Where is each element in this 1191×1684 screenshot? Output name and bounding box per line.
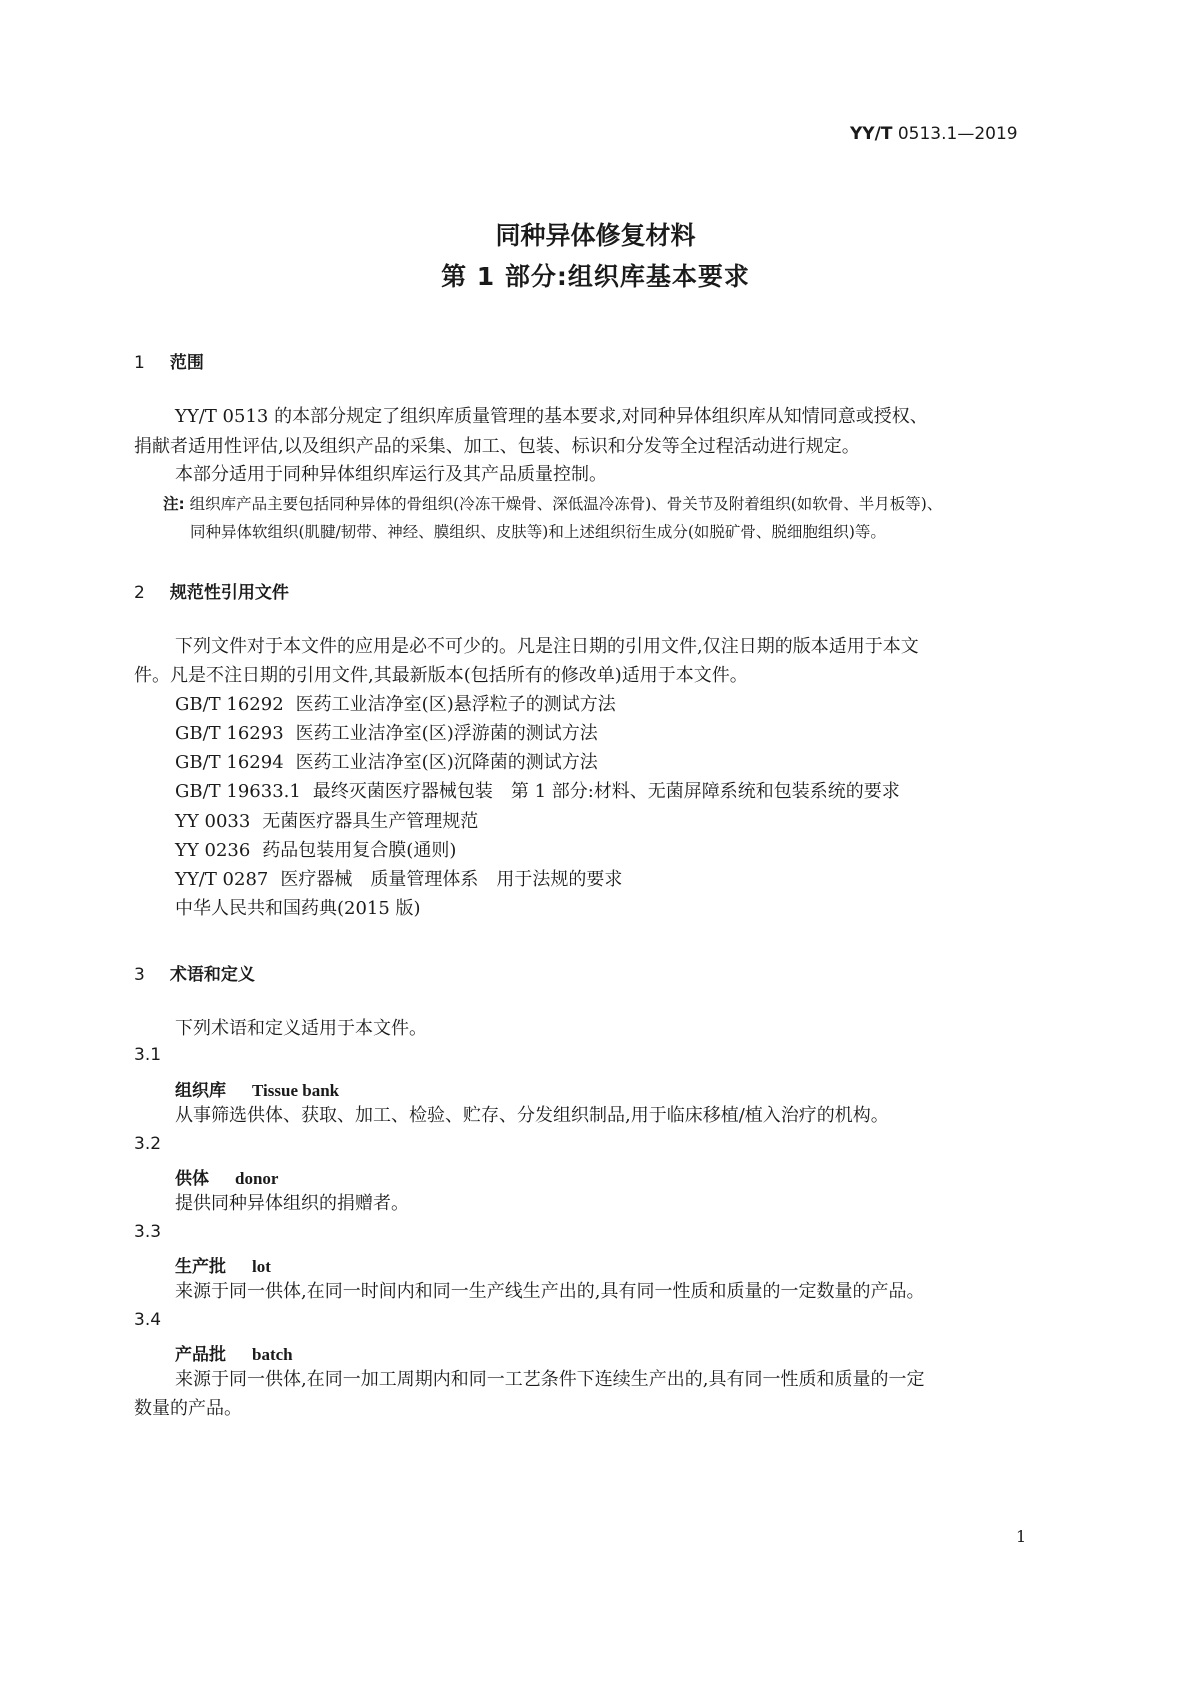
note-label: 注: — [163, 495, 185, 513]
section-number: 2 — [134, 583, 145, 603]
section-1-note-line2: 同种异体软组织(肌腱/韧带、神经、膜组织、皮肤等)和上述组织衍生成分(如脱矿骨、脱细胞组织)等。 — [190, 523, 886, 541]
reference-item — [175, 777, 900, 807]
section-3-heading — [134, 960, 255, 985]
term-number: 3.2 — [134, 1134, 162, 1154]
section-1-para1-line2: 捐献者适用性评估,以及组织产品的采集、加工、包装、标识和分发等全过程活动进行规定。 — [134, 436, 860, 457]
standard-code-prefix: YY/T — [850, 124, 893, 144]
section-1-para2: 本部分适用于同种异体组织库运行及其产品质量控制。 — [175, 464, 607, 485]
reference-title: 医药工业洁净室(区)沉降菌的测试方法 — [295, 752, 598, 773]
term-zh: 供体 — [175, 1169, 209, 1189]
reference-title: 无菌医疗器具生产管理规范 — [262, 811, 479, 832]
reference-title: 医药工业洁净室(区)浮游菌的测试方法 — [295, 723, 598, 744]
section-3-intro: 下列术语和定义适用于本文件。 — [175, 1018, 427, 1039]
term-definition-line2: 数量的产品。 — [134, 1398, 242, 1419]
reference-item — [175, 807, 478, 837]
term-zh: 生产批 — [175, 1257, 226, 1277]
reference-code: YY 0236 — [175, 840, 251, 861]
term-number: 3.4 — [134, 1310, 162, 1330]
term-number: 3.3 — [134, 1222, 162, 1242]
standard-code-number: 0513.1—2019 — [897, 124, 1018, 144]
standard-code — [850, 124, 1018, 144]
term-definition: 来源于同一供体,在同一时间内和同一生产线生产出的,具有同一性质和质量的一定数量的产品。 — [175, 1281, 925, 1302]
term-en: Tissue bank — [252, 1081, 340, 1100]
reference-title: 最终灭菌医疗器械包装 第 1 部分:材料、无菌屏障系统和包装系统的要求 — [312, 781, 900, 802]
term-en: lot — [252, 1257, 271, 1276]
term-definition: 从事筛选供体、获取、加工、检验、贮存、分发组织制品,用于临床移植/植入治疗的机构。 — [175, 1105, 889, 1126]
section-1-para1-line1: YY/T 0513 的本部分规定了组织库质量管理的基本要求,对同种异体组织库从知情同意或授权、 — [175, 406, 928, 427]
term-heading — [175, 1252, 271, 1277]
section-2-heading — [134, 578, 289, 603]
reference-item — [175, 748, 598, 778]
reference-code: GB/T 19633.1 — [175, 781, 301, 802]
reference-code: GB/T 16293 — [175, 723, 284, 744]
note-text: 组织库产品主要包括同种异体的骨组织(冷冻干燥骨、深低温冷冻骨)、骨关节及附着组织(如软骨、半月板等)、 — [189, 495, 943, 513]
term-definition: 提供同种异体组织的捐赠者。 — [175, 1193, 409, 1214]
section-1-note-line1 — [163, 492, 942, 514]
page-number: 1 — [1016, 1527, 1027, 1546]
reference-item — [175, 719, 598, 749]
term-zh: 产品批 — [175, 1345, 226, 1365]
section-1-heading — [134, 348, 204, 373]
term-en: batch — [252, 1345, 293, 1364]
term-number: 3.1 — [134, 1045, 162, 1065]
term-en: donor — [235, 1169, 279, 1188]
reference-item — [175, 836, 456, 866]
section-title: 术语和定义 — [169, 965, 255, 985]
term-heading — [175, 1076, 339, 1101]
reference-item — [175, 690, 616, 720]
reference-code: GB/T 16294 — [175, 752, 284, 773]
reference-code: YY 0033 — [175, 811, 251, 832]
section-2-intro-line2: 件。凡是不注日期的引用文件,其最新版本(包括所有的修改单)适用于本文件。 — [134, 665, 748, 686]
document-title-line2: 第 1 部分:组织库基本要求 — [441, 262, 750, 291]
term-definition-line1: 来源于同一供体,在同一加工周期内和同一工艺条件下连续生产出的,具有同一性质和质量的一定 — [175, 1369, 925, 1390]
reference-title: 医疗器械 质量管理体系 用于法规的要求 — [280, 869, 623, 890]
section-title: 规范性引用文件 — [169, 583, 289, 603]
term-zh: 组织库 — [175, 1081, 226, 1101]
section-2-intro-line1: 下列文件对于本文件的应用是必不可少的。凡是注日期的引用文件,仅注日期的版本适用于本文 — [175, 636, 919, 657]
section-title: 范围 — [169, 353, 204, 373]
reference-title: 药品包装用复合膜(通则) — [262, 840, 457, 861]
section-number: 3 — [134, 965, 145, 985]
reference-item — [175, 865, 622, 895]
term-heading — [175, 1164, 278, 1189]
reference-code: YY/T 0287 — [175, 869, 269, 890]
reference-code: GB/T 16292 — [175, 694, 284, 715]
term-heading — [175, 1340, 293, 1365]
reference-item-pharmacopoeia: 中华人民共和国药典(2015 版) — [175, 898, 421, 919]
reference-title: 医药工业洁净室(区)悬浮粒子的测试方法 — [295, 694, 616, 715]
section-number: 1 — [134, 353, 145, 373]
document-title-line1: 同种异体修复材料 — [495, 221, 696, 250]
